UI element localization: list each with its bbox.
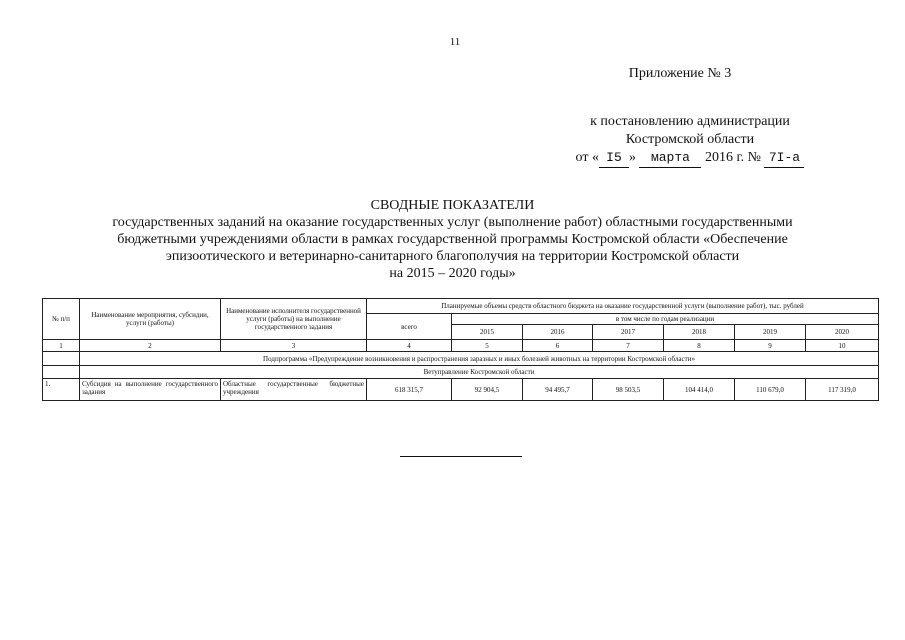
table-row [43, 379, 879, 401]
header-year: 2018 [664, 325, 735, 340]
footer-divider [400, 456, 522, 457]
header-by-years: в том числе по годам реализации [452, 314, 879, 325]
header-year: 2017 [593, 325, 664, 340]
document-subtitle-line: государственных заданий на оказание государственных услуг (выполнение работ) областными государственными [112, 215, 793, 230]
header-year: 2015 [452, 325, 523, 340]
header-total: всего [367, 314, 452, 340]
row-total: 618 315,7 [367, 379, 452, 401]
column-number: 3 [221, 340, 367, 352]
header-num: № п/п [43, 299, 80, 340]
department-row: Ветуправление Костромской области [80, 366, 879, 379]
column-number: 2 [80, 340, 221, 352]
column-number: 6 [523, 340, 593, 352]
decree-number: 7I-а [764, 149, 804, 168]
decree-year: 2016 г. № [704, 150, 761, 165]
column-number: 1 [43, 340, 80, 352]
header-year: 2020 [806, 325, 879, 340]
subprogram-row: Подпрограмма «Предупреждение возникновения и распространения заразных и иных болезней животных на территории Костромской области» [80, 352, 879, 366]
decree-line-2: Костромской области [625, 132, 755, 147]
header-year: 2016 [523, 325, 593, 340]
row-name: Субсидия на выполнение государственного задания [80, 379, 221, 401]
column-number-row [43, 340, 879, 352]
row-year-value: 94 495,7 [523, 379, 593, 401]
document-subtitle-line: на 2015 – 2020 годы» [389, 266, 516, 281]
row-year-value: 92 904,5 [452, 379, 523, 401]
decree-date-prefix: от « [575, 150, 599, 165]
header-planned: Планируемые объемы средств областного бюджета на оказание государственной услуги (выполнение работ), тыс. рублей [367, 299, 879, 314]
document-subtitle-line: бюджетными учреждениями области в рамках государственной программы Костромской области «Обеспечение [117, 232, 788, 247]
row-year-value: 98 503,5 [593, 379, 664, 401]
row-year-value: 104 414,0 [664, 379, 735, 401]
document-subtitle-line: эпизоотического и ветеринарно-санитарного благополучия на территории Костромской области [165, 249, 740, 264]
page-number: 11 [449, 36, 461, 48]
subprogram-empty-cell [43, 352, 80, 366]
decree-month: марта [639, 149, 701, 168]
header-year: 2019 [735, 325, 806, 340]
decree-line-1: к постановлению администрации [590, 114, 790, 129]
decree-day: I5 [599, 149, 629, 168]
header-executor: Наименование исполнителя государственной услуги (работы) на выполнение государственного задания [221, 299, 367, 340]
column-number: 8 [664, 340, 735, 352]
column-number: 10 [806, 340, 879, 352]
appendix-label: Приложение № 3 [628, 66, 732, 81]
department-empty-cell [43, 366, 80, 379]
decree-date-line [560, 149, 820, 168]
row-year-value: 117 319,0 [806, 379, 879, 401]
decree-close-quote: » [628, 150, 636, 165]
column-number: 9 [735, 340, 806, 352]
column-number: 4 [367, 340, 452, 352]
header-name: Наименование мероприятия, субсидии, услуги (работы) [80, 299, 221, 340]
document-title: СВОДНЫЕ ПОКАЗАТЕЛИ [370, 198, 535, 213]
row-year-value: 110 679,0 [735, 379, 806, 401]
row-executor: Областные государственные бюджетные учреждения [221, 379, 367, 401]
column-number: 7 [593, 340, 664, 352]
row-num: 1. [43, 379, 80, 401]
column-number: 5 [452, 340, 523, 352]
indicators-table [42, 298, 879, 401]
